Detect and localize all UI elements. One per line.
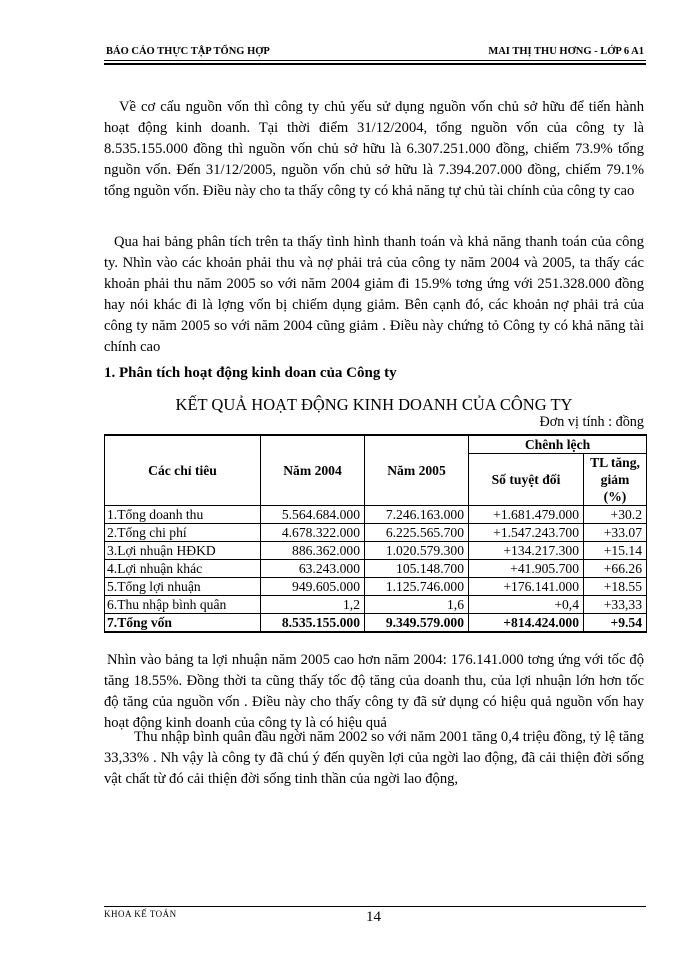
row-label: 6.Thu nhập bình quân	[105, 596, 261, 614]
cell-2004: 1,2	[261, 596, 365, 614]
header-2004: Năm 2004	[261, 435, 365, 506]
footer-rule	[104, 906, 646, 907]
header-2005: Năm 2005	[365, 435, 469, 506]
cell-percent: +9.54	[584, 614, 647, 633]
cell-2005: 1.020.579.300	[365, 542, 469, 560]
cell-percent: +33.07	[584, 524, 647, 542]
cell-percent: +30.2	[584, 506, 647, 524]
cell-2004: 886.362.000	[261, 542, 365, 560]
table-row	[105, 596, 647, 614]
header-report-title: BÁO CÁO THỰC TẬP TỔNG HỢP	[106, 46, 270, 57]
header-criteria: Các chỉ tiêu	[105, 435, 261, 506]
row-label: 5.Tổng lợi nhuận	[105, 578, 261, 596]
paragraph-income-analysis: Thu nhập bình quân đầu ngời năm 2002 so với năm 2001 tăng 0,4 triệu đồng, tỷ lệ tăng 33,33% . Nh vậy là công ty đã chú ý đến quyền lợi của ngời lao động, đã cải thiện đời sống vật chất từ đó cải thiện đời sống tinh thần của ngời lao động,	[104, 729, 644, 787]
table-row	[105, 524, 647, 542]
footer-department: KHOA KẾ TOÁN	[104, 909, 177, 919]
cell-2005: 6.225.565.700	[365, 524, 469, 542]
table-unit: Đơn vị tính : đồng	[539, 414, 644, 430]
header-rule-thick	[104, 63, 646, 65]
header-author: MAI THỊ THU HƠNG - LỚP 6 A1	[488, 46, 644, 57]
cell-percent: +66.26	[584, 560, 647, 578]
table-title: KẾT QUẢ HOẠT ĐỘNG KINH DOANH CỦA CÔNG TY	[175, 395, 573, 414]
header-difference: Chênh lệch	[469, 435, 647, 454]
paragraph-payment-analysis: Qua hai bảng phân tích trên ta thấy tình hình thanh toán và khả năng thanh toán của công ty. Nhìn vào các khoản phải thu và nợ phải trả của công ty năm 2004 và 2005, ta thấy các khoản phải thu năm 2005 so với năm 2004 giảm đi 15.9% tơng ứng với 251.328.000 đồng hay nói khác đi là lợng vốn bị chiếm dụng giảm. Bên cạnh đó, các khoản nợ phải trả của công ty năm 2005 so với năm 2004 cũng giảm . Điều này chứng tỏ Công ty có khả năng tài chính cao	[104, 234, 644, 355]
row-label: 2.Tổng chi phí	[105, 524, 261, 542]
table-header-row	[105, 435, 647, 454]
section-heading: 1. Phân tích hoạt động kinh doan của Công ty	[104, 365, 397, 381]
row-label: 7.Tổng vốn	[105, 614, 261, 633]
cell-2005: 1.125.746.000	[365, 578, 469, 596]
cell-absolute: +814.424.000	[469, 614, 584, 633]
cell-2004: 63.243.000	[261, 560, 365, 578]
row-label: 4.Lợi nhuận khác	[105, 560, 261, 578]
paragraph-capital-structure: Về cơ cấu nguồn vốn thì công ty chủ yếu sử dụng nguồn vốn chủ sở hữu để tiến hành hoạt động kinh doanh. Tại thời điểm 31/12/2004, tổng nguồn vốn của công ty là 8.535.155.000 đồng thì nguồn vốn chủ sở hữu là 6.307.251.000 đồng, chiếm 73.9% tổng nguồn vốn. Đến 31/12/2005, nguồn vốn chủ sở hữu là 7.394.207.000 đồng, chiếm 79.1% tổng nguồn vốn. Điều này cho ta thấy công ty có khả năng tự chủ tài chính của công ty cao	[104, 99, 644, 199]
header-percent: TL tăng, giảm (%)	[584, 454, 647, 506]
table-row	[105, 614, 647, 633]
table-row	[105, 542, 647, 560]
cell-percent: +15.14	[584, 542, 647, 560]
row-label: 3.Lợi nhuận HĐKD	[105, 542, 261, 560]
paragraph-profit-analysis: Nhìn vào bảng ta lợi nhuận năm 2005 cao hơn năm 2004: 176.141.000 tơng ứng với tốc độ tăng 18.55%. Đồng thời ta cũng thấy tốc độ tăng của doanh thu, của lợi nhuận lớn hơn tốc độ tăng của nguồn vốn . Điều này cho thấy công ty đã sử dụng có hiệu quả nguồn vốn hay hoạt động kinh doanh của công ty là có hiệu quả	[104, 652, 644, 731]
cell-2004: 5.564.684.000	[261, 506, 365, 524]
page-header	[104, 44, 646, 64]
cell-2004: 949.605.000	[261, 578, 365, 596]
cell-absolute: +41.905.700	[469, 560, 584, 578]
cell-absolute: +1.681.479.000	[469, 506, 584, 524]
cell-absolute: +176.141.000	[469, 578, 584, 596]
table-row	[105, 578, 647, 596]
cell-absolute: +0,4	[469, 596, 584, 614]
header-rule-thin	[104, 60, 646, 61]
cell-2005: 9.349.579.000	[365, 614, 469, 633]
header-absolute: Số tuyệt đối	[469, 454, 584, 506]
cell-percent: +18.55	[584, 578, 647, 596]
page-number: 14	[366, 909, 381, 925]
row-label: 1.Tổng doanh thu	[105, 506, 261, 524]
cell-absolute: +134.217.300	[469, 542, 584, 560]
cell-absolute: +1.547.243.700	[469, 524, 584, 542]
cell-2005: 7.246.163.000	[365, 506, 469, 524]
cell-2004: 8.535.155.000	[261, 614, 365, 633]
table-row	[105, 506, 647, 524]
cell-2005: 105.148.700	[365, 560, 469, 578]
business-results-table	[104, 434, 647, 633]
cell-2005: 1,6	[365, 596, 469, 614]
cell-2004: 4.678.322.000	[261, 524, 365, 542]
table-row	[105, 560, 647, 578]
cell-percent: +33,33	[584, 596, 647, 614]
